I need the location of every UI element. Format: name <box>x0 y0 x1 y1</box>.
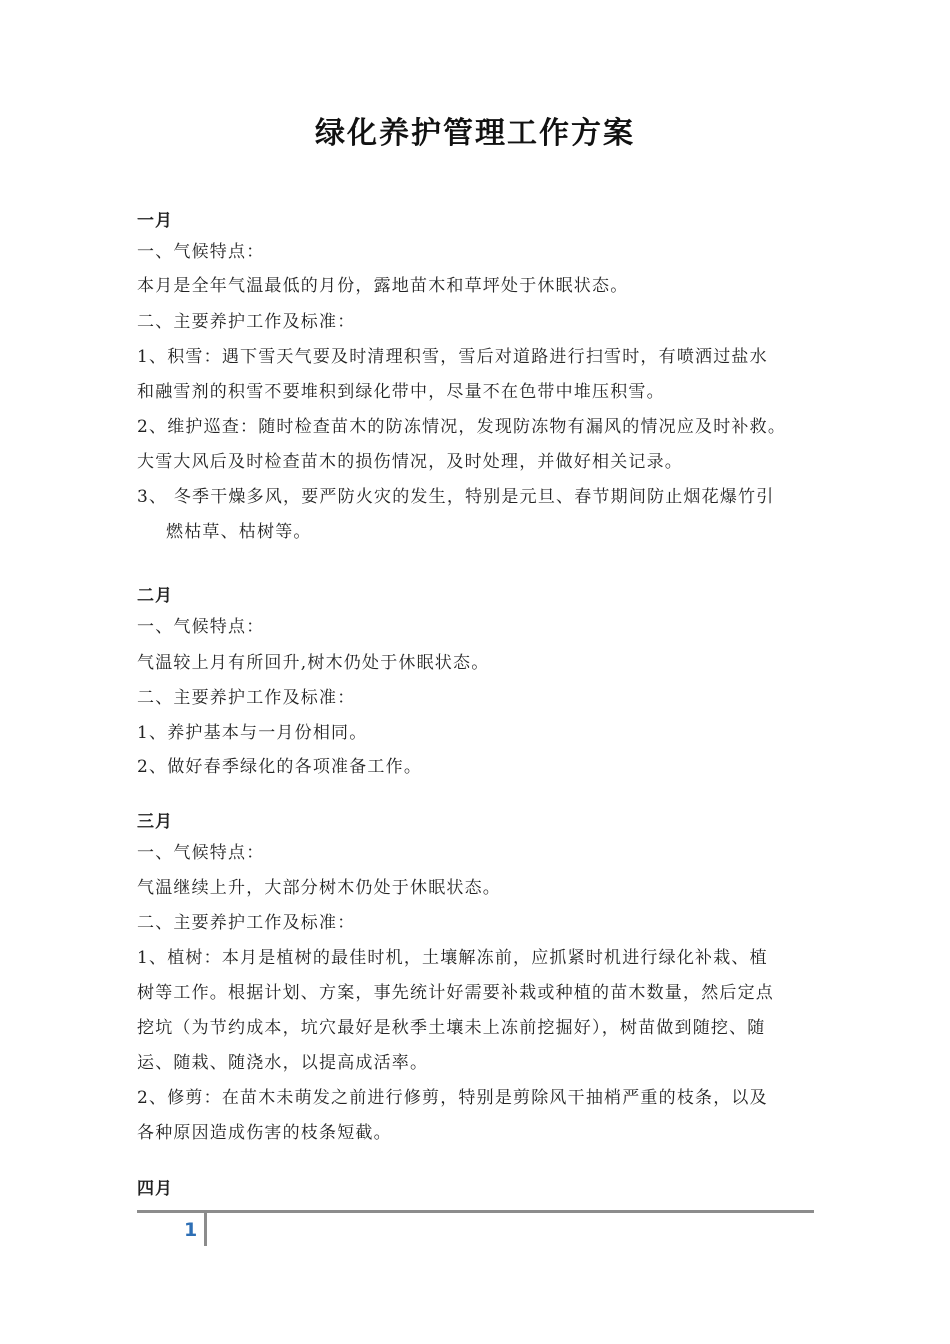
paragraph-line: 气温较上月有所回升,树木仍处于休眠状态。 <box>137 653 490 673</box>
paragraph-line: 2、做好春季绿化的各项准备工作。 <box>137 757 423 777</box>
month-heading: 三月 <box>137 812 173 832</box>
paragraph-line: 本月是全年气温最低的月份，露地苗木和草坪处于休眠状态。 <box>137 276 629 296</box>
document-title: 绿化养护管理工作方案 <box>315 116 635 151</box>
paragraph-line: 二、主要养护工作及标准： <box>137 688 356 708</box>
paragraph-line: 2、修剪：在苗木未萌发之前进行修剪，特别是剪除风干抽梢严重的枝条，以及 <box>137 1088 768 1108</box>
paragraph-line: 各种原因造成伤害的枝条短截。 <box>137 1123 392 1143</box>
paragraph-line: 和融雪剂的积雪不要堆积到绿化带中，尽量不在色带中堆压积雪。 <box>137 382 665 402</box>
paragraph-line: 1、植树：本月是植树的最佳时机，土壤解冻前，应抓紧时机进行绿化补栽、植 <box>137 948 768 968</box>
paragraph-line: 一、气候特点： <box>137 242 265 262</box>
paragraph-line: 一、气候特点： <box>137 617 265 637</box>
month-heading: 二月 <box>137 586 173 606</box>
page-number: 1 <box>184 1219 198 1241</box>
paragraph-line: 燃枯草、枯树等。 <box>166 522 312 542</box>
paragraph-line: 2、维护巡查：随时检查苗木的防冻情况，发现防冻物有漏风的情况应及时补救。 <box>137 417 787 437</box>
paragraph-line: 二、主要养护工作及标准： <box>137 312 356 332</box>
month-heading: 四月 <box>137 1179 173 1199</box>
paragraph-line: 气温继续上升，大部分树木仍处于休眠状态。 <box>137 878 501 898</box>
paragraph-line: 挖坑（为节约成本，坑穴最好是秋季土壤未上冻前挖掘好），树苗做到随挖、随 <box>137 1018 766 1038</box>
paragraph-line: 1、积雪：遇下雪天气要及时清理积雪，雪后对道路进行扫雪时，有喷洒过盐水 <box>137 347 768 367</box>
paragraph-line: 3、 冬季干燥多风，要严防火灾的发生，特别是元旦、春节期间防止烟花爆竹引 <box>137 487 775 507</box>
paragraph-line: 二、主要养护工作及标准： <box>137 913 356 933</box>
page-number-divider <box>204 1213 207 1246</box>
paragraph-line: 1、养护基本与一月份相同。 <box>137 723 368 743</box>
month-heading: 一月 <box>137 211 173 231</box>
paragraph-line: 运、随栽、随浇水，以提高成活率。 <box>137 1053 429 1073</box>
footer-rule <box>137 1210 814 1213</box>
paragraph-line: 一、气候特点： <box>137 843 265 863</box>
paragraph-line: 树等工作。根据计划、方案，事先统计好需要补栽或种植的苗木数量，然后定点 <box>137 983 774 1003</box>
paragraph-line: 大雪大风后及时检查苗木的损伤情况，及时处理，并做好相关记录。 <box>137 452 683 472</box>
